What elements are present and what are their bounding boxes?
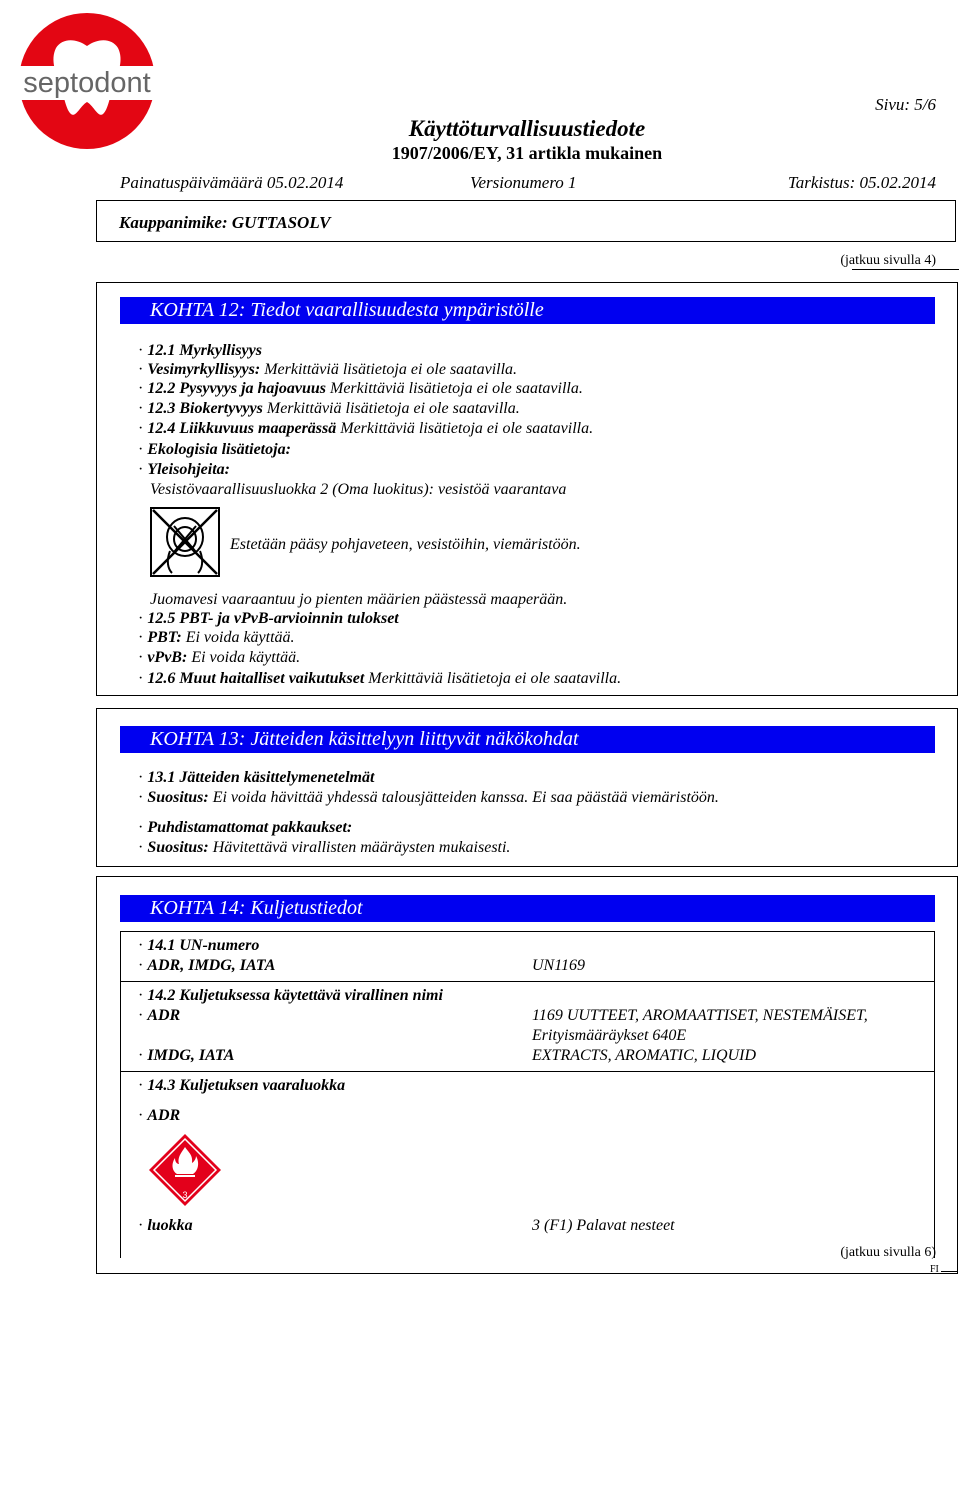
adr-class-label-text: ADR	[147, 1107, 181, 1124]
section-14-title: KOHTA 14: Kuljetustiedot	[120, 895, 935, 922]
transport-table-divider-2	[120, 1071, 935, 1072]
transport-table-top	[120, 931, 935, 932]
aquatic-label: Vesimyrkyllisyys:	[147, 361, 261, 378]
waste-methods-text: 13.1 Jätteiden käsittelymenetelmät	[147, 769, 375, 786]
aquatic-toxicity	[138, 361, 517, 379]
waste-rec-value: Ei voida hävittää yhdessä talousjätteiden kanssa. Ei saa päästää viemäristöön.	[212, 789, 719, 806]
water-hazard-class: Vesistövaarallisuusluokka 2 (Oma luokitus): vesistöä vaarantava	[150, 481, 567, 498]
persistence-value: Merkittäviä lisätietoja ei ole saatavilla.	[329, 380, 583, 397]
toxicity-text: 12.1 Myrkyllisyys	[147, 342, 262, 359]
un-heading-text: 14.1 UN-numero	[147, 937, 260, 954]
pbt-heading	[138, 610, 399, 628]
other-effects-label: 12.6 Muut haitalliset vaikutukset	[147, 670, 365, 687]
mobility-label: 12.4 Liikkuvuus maaperässä	[147, 420, 337, 437]
other-effects	[138, 670, 621, 688]
class-label-text: luokka	[147, 1217, 193, 1234]
bio-value: Merkittäviä lisätietoja ei ole saatavilla.	[266, 400, 520, 417]
packaging-recommendation	[138, 839, 510, 857]
document-subtitle: 1907/2006/EY, 31 artikla mukainen	[391, 143, 663, 163]
section-14-box	[96, 876, 958, 1274]
trade-name-box	[96, 200, 956, 242]
eco-info-heading	[138, 441, 291, 459]
uncleaned-text: Puhdistamattomat pakkaukset:	[147, 819, 353, 836]
soil-mobility	[138, 420, 593, 438]
waste-rec-label: Suositus:	[147, 789, 209, 806]
trade-name: Kauppanimike: GUTTASOLV	[119, 213, 331, 232]
pbt-value: Ei voida käyttää.	[185, 629, 295, 646]
drinking-water-text: Juomavesi vaaraantuu jo pienten määrien päästessä maaperään.	[150, 591, 568, 608]
revision-date: Tarkistus: 05.02.2014	[787, 173, 936, 192]
page-number: Sivu: 5/6	[875, 95, 936, 114]
section-13-title: KOHTA 13: Jätteiden käsittelyyn liittyvät näkökohdat	[120, 726, 935, 753]
eco-label: Ekologisia lisätietoja:	[147, 441, 291, 458]
imdg-name-value: EXTRACTS, AROMATIC, LIQUID	[532, 1047, 756, 1064]
adr-label-text: ADR	[147, 1007, 181, 1024]
toxicity-heading	[138, 342, 262, 360]
flammable-hazard-icon	[148, 1133, 222, 1207]
packaging-rec-label: Suositus:	[147, 839, 209, 856]
prevent-release-text: Estetään pääsy pohjaveteen, vesistöihin, viemäristöön.	[230, 536, 581, 553]
continued-to: (jatkuu sivulla 6)	[840, 1245, 936, 1260]
print-date: Painatuspäivämäärä 05.02.2014	[120, 173, 344, 192]
shipping-name-heading	[138, 987, 443, 1005]
class-label	[138, 1217, 193, 1235]
adr-name-label	[138, 1007, 180, 1025]
packaging-rec-value: Hävitettävä virallisten määräysten mukaisesti.	[212, 839, 511, 856]
document-title: Käyttöturvallisuustiedote	[408, 116, 646, 141]
waste-recommendation	[138, 789, 719, 807]
general-label: Yleisohjeita:	[147, 461, 230, 478]
un-number-heading	[138, 937, 259, 955]
un-number-value: UN1169	[532, 957, 586, 974]
uncleaned-packaging-heading	[138, 819, 352, 837]
shipping-name-text: 14.2 Kuljetuksessa käytettävä virallinen nimi	[147, 987, 443, 1004]
no-drain-icon	[150, 507, 220, 577]
language-code: FI	[930, 1264, 939, 1275]
pbt-heading-text: 12.5 PBT- ja vPvB-arvioinnin tulokset	[147, 610, 399, 627]
transport-table-divider-1	[120, 981, 935, 982]
vpvb-result	[138, 649, 300, 667]
un-label-text: ADR, IMDG, IATA	[147, 957, 276, 974]
class-value: 3 (F1) Palavat nesteet	[532, 1217, 675, 1234]
general-notes-heading	[138, 461, 230, 479]
adr-class-label	[138, 1107, 180, 1125]
section-12-title: KOHTA 12: Tiedot vaarallisuudesta ympäristölle	[120, 297, 935, 324]
svg-text:septodont: septodont	[23, 67, 151, 99]
version-number: Versionumero 1	[470, 173, 577, 192]
hazard-class-number: 3	[182, 1190, 188, 1200]
aquatic-value: Merkittäviä lisätietoja ei ole saatavilla.	[264, 361, 518, 378]
hazard-class-heading	[138, 1077, 345, 1095]
adr-name-value-1: 1169 UUTTEET, AROMAATTISET, NESTEMÄISET,	[532, 1007, 868, 1024]
pbt-result	[138, 629, 295, 647]
waste-methods-heading	[138, 769, 374, 787]
hazard-class-text: 14.3 Kuljetuksen vaaraluokka	[147, 1077, 346, 1094]
pbt-label: PBT:	[147, 629, 182, 646]
imdg-label-text: IMDG, IATA	[147, 1047, 235, 1064]
footer-rule	[941, 1271, 958, 1272]
persistence-label: 12.2 Pysyvyys ja hajoavuus	[147, 380, 326, 397]
persistence	[138, 380, 583, 398]
header-rule	[852, 269, 959, 270]
vpvb-value: Ei voida käyttää.	[191, 649, 301, 666]
mobility-value: Merkittäviä lisätietoja ei ole saatavilla.	[340, 420, 594, 437]
un-number-label	[138, 957, 275, 975]
other-effects-value: Merkittäviä lisätietoja ei ole saatavilla.	[368, 670, 622, 687]
continued-from: (jatkuu sivulla 4)	[840, 253, 936, 268]
bioaccumulation	[138, 400, 520, 418]
vpvb-label: vPvB:	[147, 649, 188, 666]
bio-label: 12.3 Biokertyvyys	[147, 400, 263, 417]
imdg-name-label	[138, 1047, 234, 1065]
adr-name-value-2: Erityismääräykset 640E	[532, 1027, 687, 1044]
